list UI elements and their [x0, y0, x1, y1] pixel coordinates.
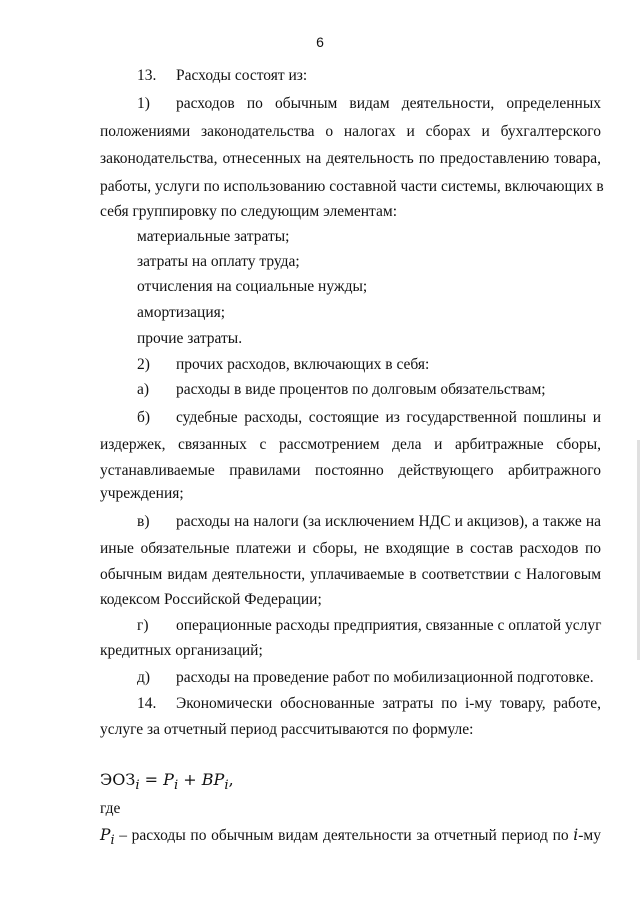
def-text: – расходы по обычным видам деятельности за отчетный период по [114, 827, 574, 844]
def-symbol: P [100, 826, 111, 844]
formula-bp: BP [201, 770, 225, 789]
item-v-line: иные обязательные платежи и сборы, не входящие в состав расходов по [100, 540, 601, 557]
item-d-text: расходы на проведение работ по мобилизационной подготовке. [176, 669, 594, 686]
item-1-first-line: расходов по обычным видам деятельности, определенных [176, 95, 601, 112]
item-a-marker: а) [137, 381, 150, 398]
item-v-marker: в) [137, 513, 150, 530]
item-g-marker: г) [137, 617, 149, 634]
clause-14-number: 14. [137, 695, 157, 712]
item-v-line: обычным видам деятельности, уплачиваемые в соответствии с Налоговым [100, 566, 601, 583]
item-1-line: работы, услуги по использованию составной части системы, включающих в [100, 178, 604, 195]
formula-p-sub: i [173, 778, 179, 794]
formula [100, 770, 234, 793]
formula-tail: , [228, 770, 234, 789]
formula-bp-sub: i [224, 778, 229, 794]
element-item: амортизация; [137, 304, 226, 321]
clause-13-text: Расходы состоят из: [176, 67, 308, 84]
item-g-line: кредитных организаций; [100, 642, 263, 659]
item-d-marker: д) [137, 669, 151, 686]
item-b-line: издержек, связанных с рассмотрением дела и арбитражные сборы, [100, 436, 601, 453]
item-b-line: учреждения; [100, 485, 184, 502]
definition-pi [100, 826, 601, 848]
clause-14-line: услуге за отчетный период рассчитываются по формуле: [100, 721, 474, 738]
element-item: материальные затраты; [137, 228, 290, 245]
element-item: затраты на оплату труда; [137, 253, 300, 270]
formula-lhs: ЭОЗ [100, 770, 136, 789]
item-a-text: расходы в виде процентов по долговым обязательствам; [176, 381, 546, 398]
item-1-marker: 1) [137, 95, 150, 112]
item-b-marker: б) [137, 409, 151, 426]
element-item: отчисления на социальные нужды; [137, 278, 368, 295]
formula-p: P [163, 770, 174, 789]
item-1-line: себя группировку по следующим элементам: [100, 203, 398, 220]
where-label: где [100, 800, 121, 817]
def-suffix: -му [578, 827, 601, 844]
formula-plus: + [178, 770, 202, 789]
formula-eq: = [139, 770, 164, 789]
item-v-line: кодексом Российской Федерации; [100, 591, 322, 608]
formula-sub: i [135, 778, 140, 794]
page-number: 6 [316, 34, 324, 50]
item-b-line: устанавливаемые правилами постоянно действующего арбитражного [100, 462, 601, 479]
item-1-line: законодательства, отнесенных на деятельность по предоставлению товара, [100, 150, 601, 167]
item-2-marker: 2) [137, 356, 150, 373]
def-i: i [573, 826, 579, 844]
element-item: прочие затраты. [137, 330, 243, 347]
item-1-line: положениями законодательства о налогах и сборах и бухгалтерского [100, 123, 601, 140]
def-sub: i [110, 833, 115, 849]
clause-13-number: 13. [137, 67, 157, 84]
item-g-first-line: операционные расходы предприятия, связанные с оплатой услуг [176, 617, 602, 634]
item-v-first-line: расходы на налоги (за исключением НДС и акцизов), а также на [176, 513, 601, 530]
clause-14-first-line: Экономически обоснованные затраты по i-му товару, работе, [176, 695, 601, 712]
item-2-text: прочих расходов, включающих в себя: [176, 356, 430, 373]
item-b-first-line: судебные расходы, состоящие из государственной пошлины и [176, 409, 601, 426]
